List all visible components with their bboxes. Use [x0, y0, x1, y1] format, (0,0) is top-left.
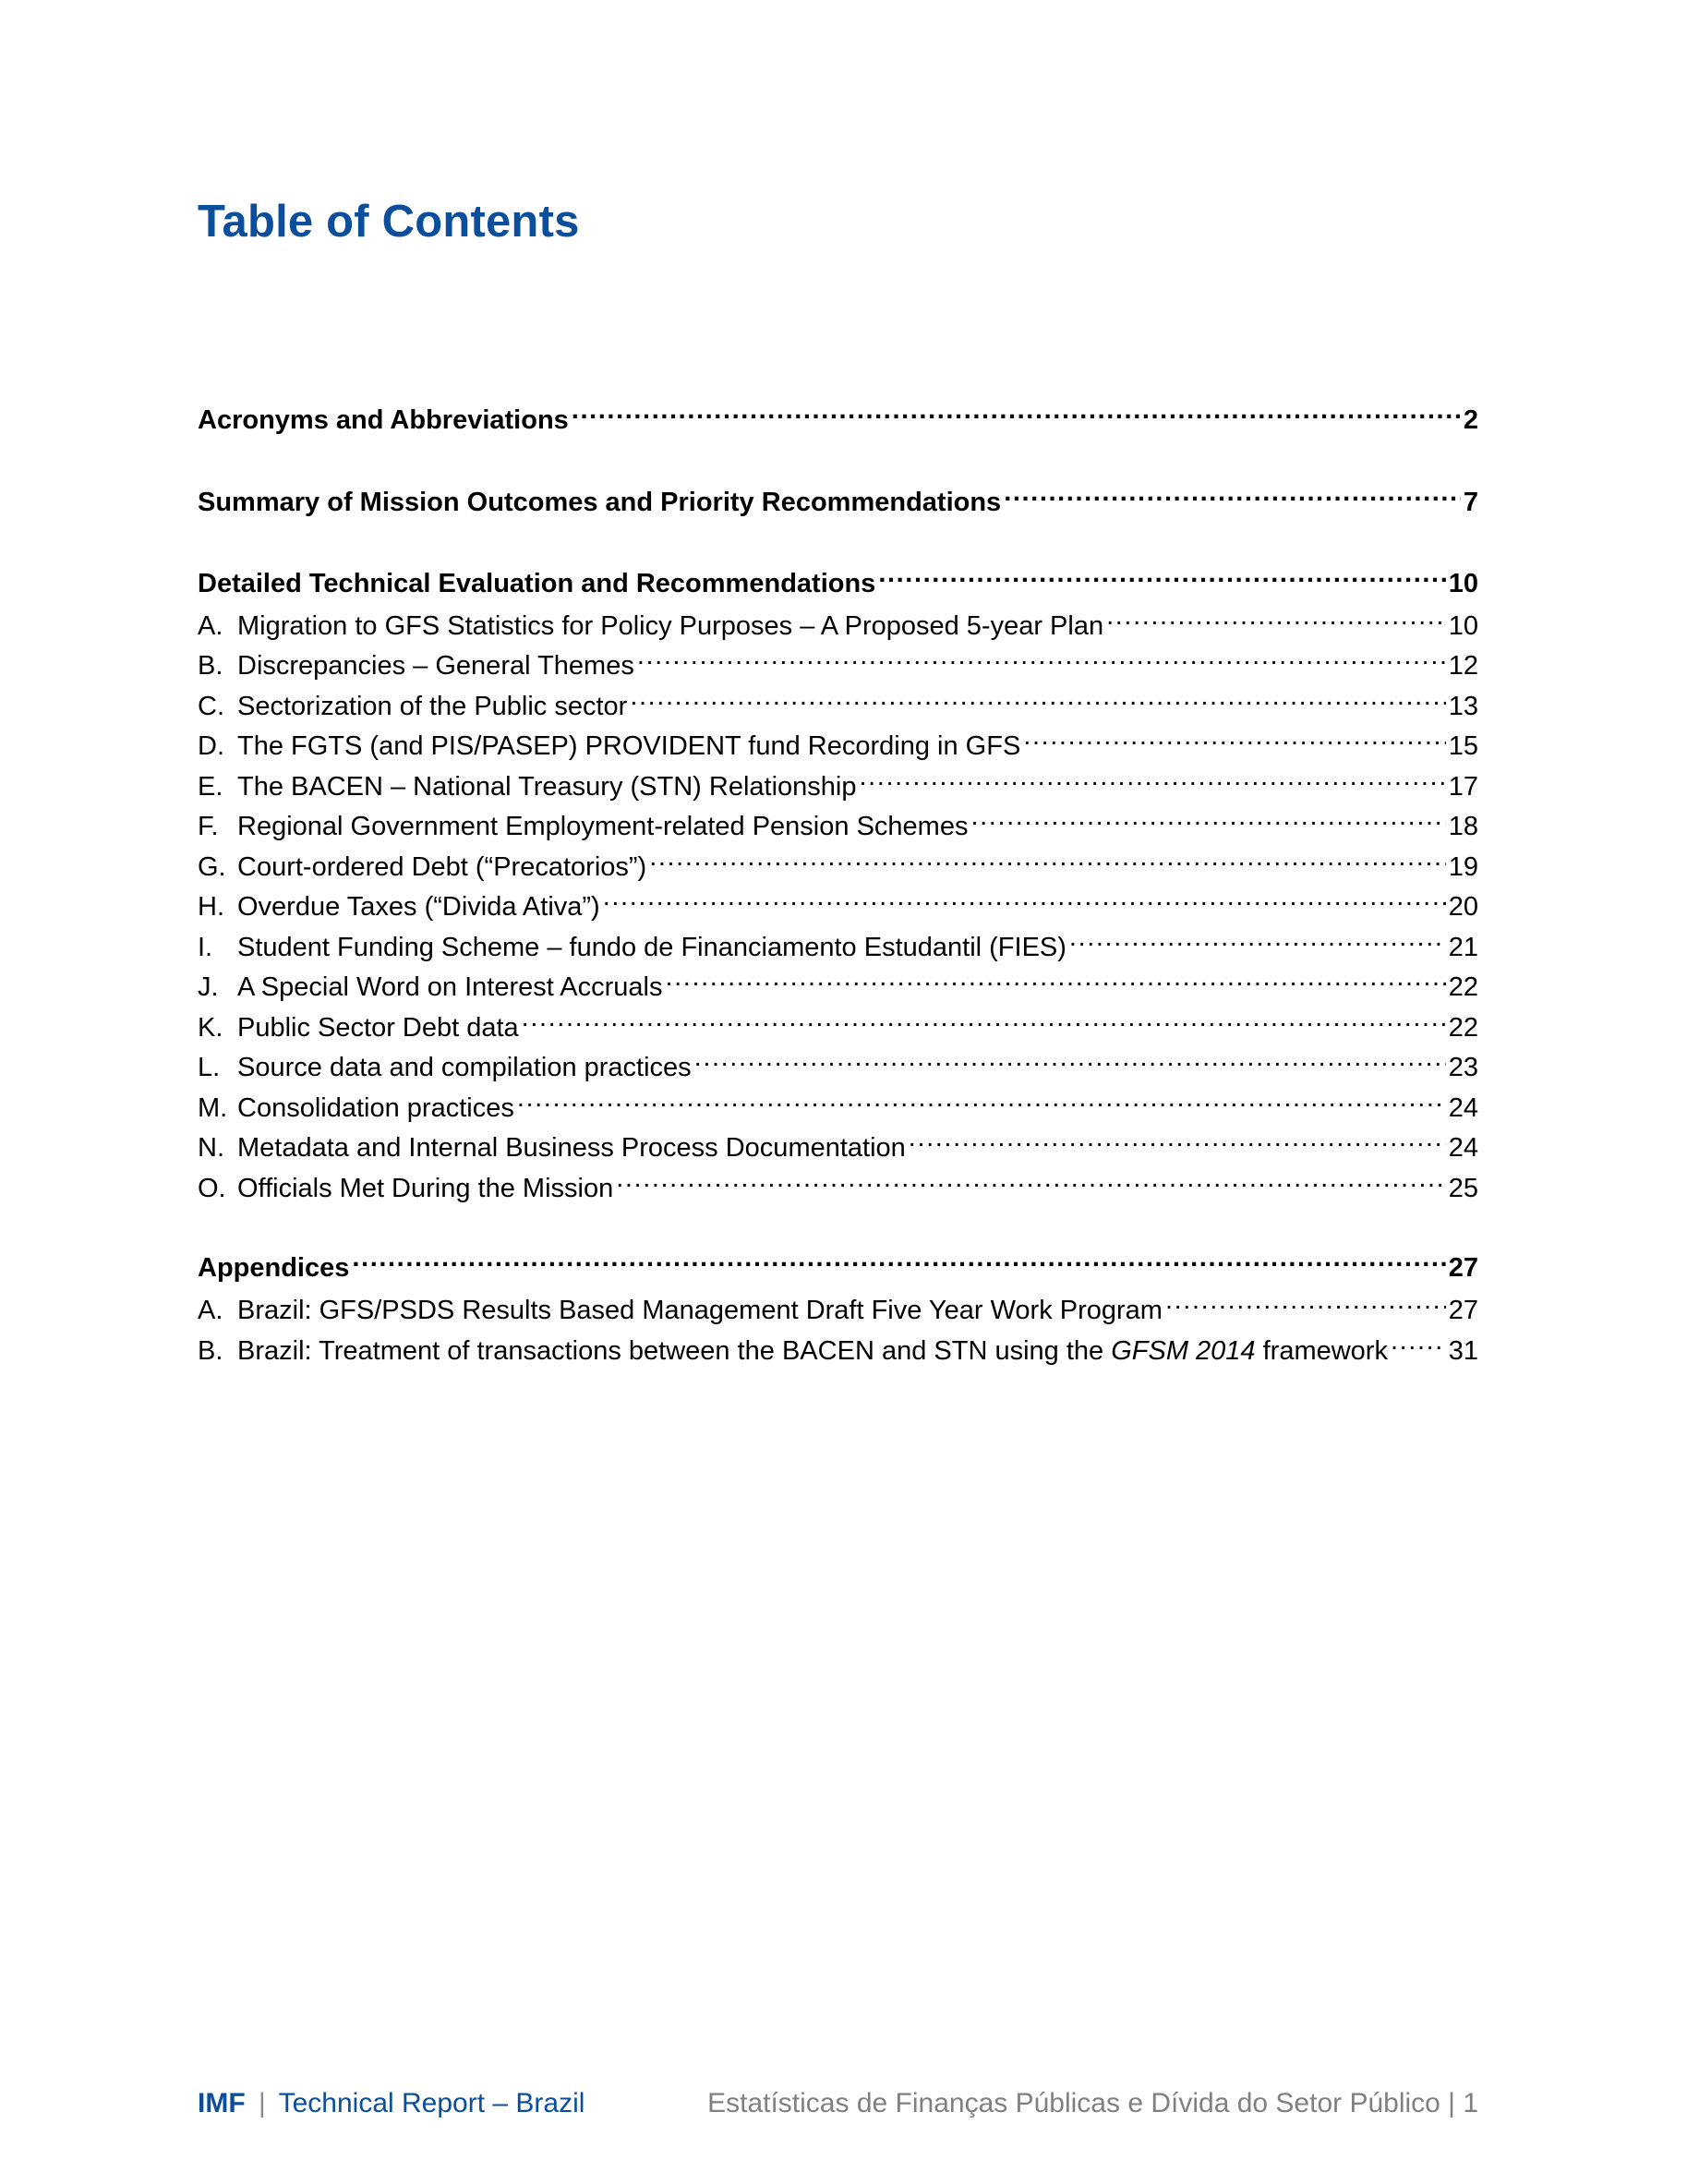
toc-page-number: 10: [1448, 611, 1478, 641]
toc-entry-title: Sectorization of the Public sector: [237, 692, 628, 721]
toc-page-number: 19: [1448, 852, 1478, 882]
toc-page-number: 21: [1448, 933, 1478, 962]
toc-entry-title-part: Brazil: Treatment of transactions between the BACEN and STN using the: [237, 1336, 1112, 1366]
toc-entry-title: Detailed Technical Evaluation and Recommendations: [198, 569, 876, 598]
toc-entry-letter: A.: [198, 611, 223, 641]
toc-page-number: 15: [1448, 731, 1478, 761]
toc-entry-appendices[interactable]: [198, 1239, 1478, 1283]
toc-page-number: 13: [1448, 692, 1478, 721]
toc-page-number: 22: [1448, 1013, 1478, 1043]
toc-page-number: 31: [1448, 1336, 1478, 1366]
toc-entry-title: Discrepancies – General Themes: [237, 651, 634, 681]
dot-leader: [1165, 1282, 1446, 1319]
toc-entry-title: The BACEN – National Treasury (STN) Relationship: [237, 772, 857, 802]
toc-entry-l[interactable]: [198, 1039, 1478, 1082]
toc-entry-letter: B.: [198, 1336, 223, 1366]
toc-entry-title: Summary of Mission Outcomes and Priority Recommendations: [198, 488, 1002, 517]
dot-leader: [603, 878, 1446, 915]
dot-leader: [352, 1239, 1445, 1276]
toc-entry-letter: C.: [198, 692, 224, 721]
toc-entry-title: The FGTS (and PIS/PASEP) PROVIDENT fund Recording in GFS: [237, 731, 1021, 761]
toc-page-number: 2: [1463, 405, 1478, 435]
toc-page-number: 18: [1448, 812, 1478, 841]
toc-entry-o[interactable]: [198, 1160, 1478, 1203]
toc-entry-c[interactable]: [198, 678, 1478, 721]
toc-entry-title: Court-ordered Debt (“Precatorios”): [237, 852, 647, 882]
toc-page-number: 24: [1448, 1093, 1478, 1123]
footer-org: IMF: [198, 2088, 246, 2118]
toc-entry-appendix-b[interactable]: [198, 1322, 1478, 1366]
toc-entry-title: Public Sector Debt data: [237, 1013, 519, 1043]
toc-entry-title: Metadata and Internal Business Process Documentation: [237, 1133, 906, 1163]
toc-entry-f[interactable]: [198, 798, 1478, 841]
dot-leader: [616, 1160, 1446, 1197]
dot-leader: [522, 999, 1446, 1036]
toc-entry-letter: O.: [198, 1174, 226, 1203]
toc-entry-title: Overdue Taxes (“Divida Ativa”): [237, 892, 600, 922]
footer-separator: |: [259, 2088, 266, 2118]
toc-page-number: 27: [1448, 1253, 1478, 1283]
toc-page-number: 7: [1463, 488, 1478, 517]
toc-entry-title: Acronyms and Abbreviations: [198, 405, 569, 435]
toc-page-number: 24: [1448, 1133, 1478, 1163]
toc-entry-g[interactable]: [198, 839, 1478, 882]
toc-entry-letter: B.: [198, 651, 223, 681]
dot-leader: [1004, 474, 1461, 511]
toc-entry-e[interactable]: [198, 758, 1478, 802]
dot-leader: [1023, 718, 1445, 754]
dot-leader: [909, 1119, 1446, 1156]
toc-entry-letter: D.: [198, 731, 224, 761]
dot-leader: [1069, 919, 1446, 956]
footer-report-label: [198, 2085, 584, 2122]
dot-leader: [665, 959, 1445, 995]
toc-entry-letter: K.: [198, 1013, 223, 1043]
toc-page-number: 22: [1448, 972, 1478, 1002]
toc-entry-b[interactable]: [198, 637, 1478, 681]
toc-page-number: 20: [1448, 892, 1478, 922]
toc-entry-title-italic: GFSM 2014: [1111, 1336, 1256, 1366]
footer-subtitle-page: Estatísticas de Finanças Públicas e Dívida do Setor Público | 1: [707, 2088, 1478, 2118]
toc-entry-summary[interactable]: [198, 474, 1478, 517]
toc-entry-k[interactable]: [198, 999, 1478, 1043]
toc-entry-n[interactable]: [198, 1119, 1478, 1163]
toc-entry-letter: G.: [198, 852, 226, 882]
footer-report-title: Technical Report – Brazil: [278, 2088, 585, 2118]
toc-entry-h[interactable]: [198, 878, 1478, 922]
toc-entry-title: [237, 1333, 1388, 1370]
toc-page-number: 23: [1448, 1053, 1478, 1082]
toc-entry-appendix-a[interactable]: [198, 1282, 1478, 1325]
toc-entry-j[interactable]: [198, 959, 1478, 1002]
toc-entry-title: Regional Government Employment-related Pension Schemes: [237, 812, 969, 841]
toc-entry-letter: F.: [198, 812, 219, 841]
toc-entry-letter: A.: [198, 1296, 223, 1325]
toc-entry-letter: I.: [198, 933, 213, 962]
toc-entry-letter: M.: [198, 1093, 228, 1123]
toc-entry-letter: N.: [198, 1133, 224, 1163]
dot-leader: [859, 758, 1445, 795]
toc-entry-title: Appendices: [198, 1253, 350, 1283]
toc-entry-m[interactable]: [198, 1080, 1478, 1123]
toc-page-number: 17: [1448, 772, 1478, 802]
page-footer: [198, 2085, 1478, 2122]
dot-leader: [637, 637, 1446, 674]
toc-entry-i[interactable]: [198, 919, 1478, 962]
toc-entry-detailed-evaluation[interactable]: [198, 555, 1478, 598]
dot-leader: [1391, 1322, 1446, 1359]
toc-entry-letter: E.: [198, 772, 223, 802]
toc-entry-title: Source data and compilation practices: [237, 1053, 692, 1082]
dot-leader: [878, 555, 1445, 592]
dot-leader: [694, 1039, 1446, 1076]
toc-entry-letter: H.: [198, 892, 224, 922]
dot-leader: [649, 839, 1446, 875]
toc-entry-title: Officials Met During the Mission: [237, 1174, 614, 1203]
toc-page-number: 27: [1448, 1296, 1478, 1325]
toc-entry-acronyms[interactable]: [198, 392, 1478, 435]
toc-page-number: 10: [1448, 569, 1478, 598]
toc-page-number: 25: [1448, 1174, 1478, 1203]
dot-leader: [572, 392, 1461, 428]
toc-entry-letter: L.: [198, 1053, 221, 1082]
dot-leader: [517, 1080, 1446, 1116]
toc-entry-title: A Special Word on Interest Accruals: [237, 972, 663, 1002]
toc-entry-d[interactable]: [198, 718, 1478, 761]
toc-entry-title: Consolidation practices: [237, 1093, 514, 1123]
toc-page-number: 12: [1448, 651, 1478, 681]
toc-entry-letter: J.: [198, 972, 219, 1002]
toc-entry-title: Migration to GFS Statistics for Policy Purposes – A Proposed 5-year Plan: [237, 611, 1104, 641]
dot-leader: [970, 798, 1445, 835]
toc-entry-title: Brazil: GFS/PSDS Results Based Management Draft Five Year Work Program: [237, 1296, 1163, 1325]
page-title: Table of Contents: [198, 197, 580, 247]
dot-leader: [630, 678, 1445, 715]
toc-entry-title: Student Funding Scheme – fundo de Financiamento Estudantil (FIES): [237, 933, 1066, 962]
toc-entry-a[interactable]: [198, 597, 1478, 641]
dot-leader: [1106, 597, 1446, 634]
toc-entry-title-part: framework: [1255, 1336, 1388, 1366]
